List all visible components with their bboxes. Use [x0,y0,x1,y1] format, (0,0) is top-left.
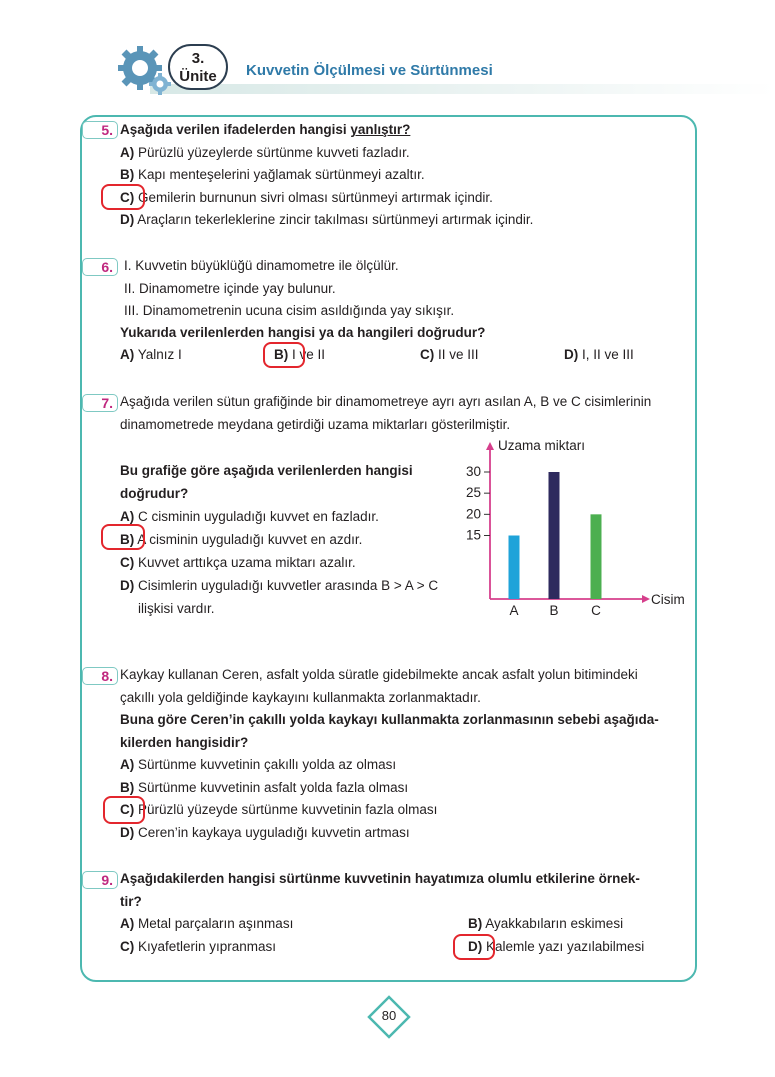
question-6 [124,255,454,323]
option-letter: C) [120,189,135,205]
answer-mark-5 [101,184,145,210]
question-5-option-c[interactable] [120,187,533,210]
bar-A [509,536,520,600]
question-9-option-b[interactable] [468,913,623,936]
bar-chart [460,436,710,626]
question-8-question-line-1: Buna göre Ceren’in çakıllı yolda kaykayı kullanmakta zorlanmasının sebebi aşağıda- [120,712,659,727]
question-8-intro-line-2: çakıllı yola geldiğinde kaykayını kullanmakta zorlanmaktadır. [120,689,481,705]
question-7-option-d-line-2: ilişkisi vardır. [138,601,215,616]
question-7-body [120,459,438,620]
option-text: Gemilerin burnunun sivri olması sürtünmeyi artırmak içindir. [134,189,493,205]
option-text: Cisimlerin uyguladığı kuvvetler arasında B > A > C [134,578,439,593]
option-letter: C) [120,802,135,817]
answer-mark-7 [101,524,145,550]
chart-ylabel: Uzama miktarı [498,438,586,453]
question-9-question-line-2: tir? [120,893,142,909]
y-tick-label: 30 [466,464,482,479]
chapter-title: Kuvvetin Ölçülmesi ve Sürtünmesi [246,62,493,79]
question-5-number: 5. [82,121,118,139]
question-6-option-a[interactable] [120,344,182,367]
option-text: Yalnız I [134,347,182,362]
question-9 [120,868,640,913]
unit-word: Ünite [179,68,217,85]
option-text: Sürtünme kuvvetinin çakıllı yolda az olması [134,757,397,772]
option-letter: A) [120,347,135,362]
bar-B [549,472,560,599]
question-5-option-a[interactable] [120,142,533,165]
option-text: Pürüzlü yüzeylerde sürtünme kuvveti fazladır. [134,144,410,160]
question-6-question: Yukarıda verilenlerden hangisi ya da hangileri doğrudur? [120,325,486,340]
question-6-statement-1: I. Kuvvetin büyüklüğü dinamometre ile ölçülür. [124,258,399,273]
question-7-option-a[interactable] [120,505,438,528]
question-7-question-line-1: Bu grafiğe göre aşağıda verilenlerden hangisi [120,463,413,478]
option-letter: C) [420,347,435,362]
question-9-option-c[interactable] [120,936,276,959]
unit-badge [168,44,228,90]
question-5-stem-text: Aşağıda verilen ifadelerden hangisi [120,122,351,137]
question-6-option-c[interactable] [420,344,479,367]
option-letter: A) [120,916,135,931]
header-band [150,84,775,94]
y-tick-label: 20 [466,506,482,522]
option-letter: D) [120,824,135,840]
option-text: Sürtünme kuvvetinin asfalt yolda fazla olması [134,779,409,795]
option-letter: D) [120,212,135,227]
question-9-option-a[interactable] [120,913,293,936]
page-number-badge [367,995,411,1039]
option-text: C cisminin uyguladığı kuvvet en fazladır. [134,509,379,524]
option-text: Kuvvet arttıkça uzama miktarı azalır. [134,555,356,570]
answer-mark-9 [453,934,495,960]
y-tick-label: 25 [466,485,482,501]
question-5-stem [120,119,533,142]
page-header [0,0,775,110]
bar-C [591,514,602,599]
option-text: Metal parçaların aşınması [134,916,294,931]
question-8-intro-line-1: Kaykay kullanan Ceren, asfalt yolda süratle gidebilmekte ancak asfalt yolun bitimindeki [120,667,638,682]
option-letter: A) [120,757,135,772]
option-letter: B) [120,532,135,547]
question-8-option-d[interactable] [120,822,659,845]
question-6-statement-3: III. Dinamometrenin ucuna cisim asıldığında yay sıkışır. [124,303,455,318]
question-7-option-b[interactable] [120,528,438,551]
x-tick-label: B [549,603,559,618]
question-7-option-d[interactable] [120,574,438,597]
question-7-intro-line-1: Aşağıda verilen sütun grafiğinde bir dinamometreye ayrı ayrı asılan A, B ve C cisimlerinin [120,394,652,409]
question-9-question-line-1: Aşağıdakilerden hangisi sürtünme kuvvetinin hayatımıza olumlu etkilerine örnek- [120,871,640,886]
question-5-stem-underlined: yanlıştır? [350,122,411,137]
option-text: Araçların tekerleklerine zincir takılması sürtünmeyi artırmak içindir. [134,212,534,227]
option-text: I ve II [288,347,326,362]
question-5 [120,119,533,232]
option-letter: D) [468,939,483,954]
option-letter: B) [120,779,135,795]
option-text: Kıyafetlerin yıpranması [134,939,277,954]
answer-mark-6 [263,342,305,368]
question-6-number: 6. [82,258,118,276]
unit-number: 3. [191,50,205,67]
question-8-option-a[interactable] [120,754,659,777]
x-tick-label: C [591,603,601,618]
option-text: A cisminin uyguladığı kuvvet en azdır. [134,532,363,547]
answer-mark-8 [103,796,145,824]
question-7-intro [120,391,651,436]
question-5-option-b[interactable] [120,164,533,187]
question-6-option-d[interactable] [564,344,634,367]
question-6-statement-2: II. Dinamometre içinde yay bulunur. [124,280,336,296]
option-letter: B) [274,347,289,362]
y-tick-label: 15 [466,527,482,543]
option-letter: B) [468,916,483,931]
question-8-question-line-2: kilerden hangisidir? [120,734,249,750]
question-5-option-d[interactable] [120,209,533,232]
x-tick-label: A [509,603,519,618]
question-7-question-line-2: doğrudur? [120,486,189,501]
page-number: 80 [381,1008,397,1023]
question-7-intro-line-2: dinamometrede meydana getirdiği uzama miktarları gösterilmiştir. [120,416,511,432]
question-9-number: 9. [82,871,118,889]
x-axis-arrow-icon [642,595,650,603]
option-letter: C) [120,939,135,954]
option-text: II ve III [434,347,479,362]
option-text: I, II ve III [578,347,634,362]
option-letter: D) [564,347,579,362]
question-8-option-c[interactable] [120,799,659,822]
option-text: Pürüzlü yüzeyde sürtünme kuvvetinin fazla olması [134,802,438,817]
question-8 [120,664,659,844]
option-text: Ceren’in kaykaya uyguladığı kuvvetin artması [134,824,410,840]
option-text: Kalemle yazı yazılabilmesi [482,939,645,954]
chart-xlabel: Cisim [651,592,685,607]
option-letter: A) [120,509,135,524]
y-axis-arrow-icon [486,442,494,450]
question-7-option-c[interactable] [120,551,438,574]
option-letter: C) [120,555,135,570]
option-letter: D) [120,578,135,593]
question-7-number: 7. [82,394,118,412]
question-8-option-b[interactable] [120,777,659,800]
question-8-number: 8. [82,667,118,685]
option-text: Ayakkabıların eskimesi [482,916,624,931]
option-letter: B) [120,167,135,182]
option-text: Kapı menteşelerini yağlamak sürtünmeyi azaltır. [134,167,425,182]
option-letter: A) [120,144,135,160]
